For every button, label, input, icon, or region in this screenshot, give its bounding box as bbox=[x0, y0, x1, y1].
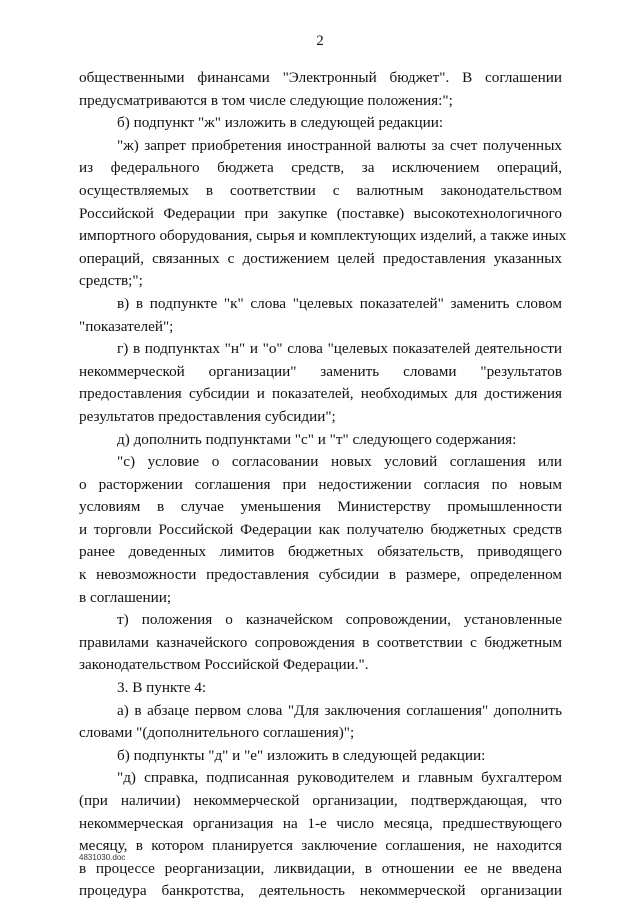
text-line: средств;"; bbox=[79, 272, 143, 290]
text-line: предусматриваются в том числе следующие положения:"; bbox=[79, 91, 453, 109]
text-line: д) дополнить подпунктами "с" и "т" следующего содержания: bbox=[117, 430, 517, 448]
text-line: и торговли Российской Федерации как получателю бюджетных средств bbox=[79, 520, 562, 538]
text-line: общественными финансами "Электронный бюджет". В соглашении bbox=[79, 69, 562, 86]
text-line: а) в абзаце первом слова "Для заключения соглашения" дополнить bbox=[117, 701, 562, 719]
document-body bbox=[79, 67, 567, 903]
text-line: импортного оборудования, сырья и комплектующих изделий, а также иных bbox=[79, 227, 567, 245]
page-number: 2 bbox=[316, 33, 324, 49]
text-line: в соглашении; bbox=[79, 588, 172, 606]
text-line: из федерального бюджета средств, за исключением операций, bbox=[79, 159, 562, 177]
text-line: б) подпункты "д" и "е" изложить в следующей редакции: bbox=[117, 746, 486, 764]
text-line: осуществляемых в соответствии с валютным законодательством bbox=[79, 181, 562, 199]
text-line: операций, связанных с достижением целей предоставления указанных bbox=[79, 249, 562, 267]
text-line: "ж) запрет приобретения иностранной валюты за счет полученных bbox=[117, 136, 562, 154]
text-line: т) положения о казначейском сопровождении, установленные bbox=[117, 611, 562, 629]
text-line: "д) справка, подписанная руководителем и главным бухгалтером bbox=[117, 769, 562, 787]
text-line: "показателей"; bbox=[79, 317, 174, 335]
text-line: правилами казначейского сопровождения в соответствии с бюджетным bbox=[79, 633, 562, 651]
text-line: б) подпункт "ж" изложить в следующей редакции: bbox=[117, 114, 444, 132]
text-line: словами "(дополнительного соглашения)"; bbox=[79, 724, 355, 742]
text-line: законодательством Российской Федерации.". bbox=[79, 656, 369, 674]
text-line: условиям в случае уменьшения Министерству промышленности bbox=[79, 498, 562, 516]
text-line: ранее доведенных лимитов бюджетных обязательств, приводящего bbox=[79, 543, 562, 561]
text-line: 3. В пункте 4: bbox=[117, 679, 207, 697]
text-line: процедура банкротства, деятельность некоммерческой организации bbox=[79, 882, 562, 900]
text-line: в) в подпункте "к" слова "целевых показателей" заменить словом bbox=[117, 294, 562, 312]
text-line: некоммерческая организация на 1-е число месяца, предшествующего bbox=[79, 814, 562, 832]
text-line: некоммерческой организации" заменить словами "результатов bbox=[79, 362, 562, 380]
text-line: результатов предоставления субсидии"; bbox=[79, 407, 336, 425]
text-line: к невозможности предоставления субсидии в размере, определенном bbox=[79, 566, 562, 584]
text-line: г) в подпунктах "н" и "о" слова "целевых показателей деятельности bbox=[117, 340, 562, 358]
text-line: предоставления субсидии и показателей, необходимых для достижения bbox=[79, 385, 562, 403]
text-line: Российской Федерации при закупке (поставке) высокотехнологичного bbox=[79, 204, 562, 222]
text-line: "с) условие о согласовании новых условий соглашения или bbox=[117, 453, 562, 471]
footer-filename: 4831030.doc bbox=[79, 853, 126, 862]
text-line: в процессе реорганизации, ликвидации, в отношении ее не введена bbox=[79, 859, 562, 877]
text-line: о расторжении соглашения при недостижении согласия по новым bbox=[79, 475, 562, 493]
text-line: (при наличии) некоммерческой организации, подтверждающая, что bbox=[79, 792, 562, 809]
text-line: месяцу, в котором планируется заключение соглашения, не находится bbox=[79, 837, 562, 855]
